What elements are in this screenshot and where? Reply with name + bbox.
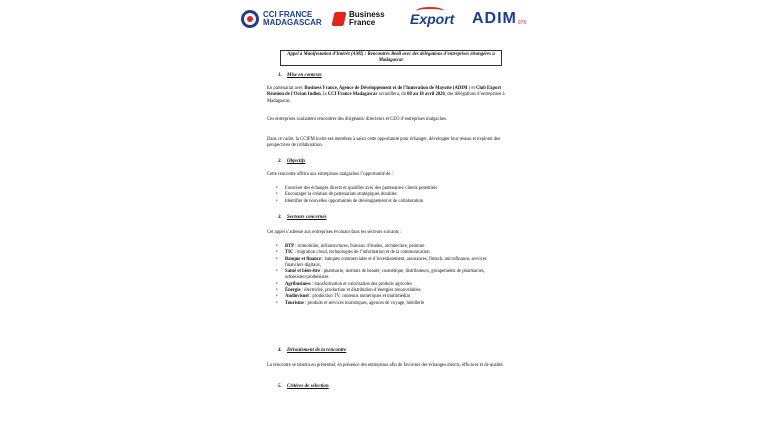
objectives-list [267,186,505,205]
list-item: • Favoriser des échanges directs et qualifiés avec des partenaires/ clients potentiels [267,186,505,192]
business-france-logo [333,6,385,32]
business-france-icon [332,12,347,26]
document-title: Appel à Manifestation d’Intérêt (AMI) : Rencontres BtoB avec des délégations d’entreprises étrangères à Madagascar [280,50,502,66]
list-item: • TIC : migration cloud, technologies de l’information et de la communication [267,250,505,256]
deroulement-paragraph: La rencontre se tiendra en présentiel, en présence des entreprises afin de favoriser des échanges directs, efficaces et de qualité. [267,363,504,368]
list-item: • Banque et finance : banques commerciales et d’investissement, assurances, fintech, microfinance, services financiers digitaux, [267,257,505,270]
section-heading-objectives: 2. Objectifs [278,159,306,164]
export-logo-text: Export [410,11,455,27]
context-paragraph-2: Ces entreprises souhaitent rencontrer des dirigeants/ directeurs et CEO d’entreprises malgaches. [267,117,448,122]
cci-logo-line2: MADAGASCAR [263,18,322,27]
section-heading-context: 1. Mise en contexte [278,73,322,78]
logo-bar [0,6,768,32]
list-item: • Audiovisuel : production TV, contenus numériques et multimédias [267,294,505,300]
context-paragraph-1: En partenariat avec Business France, Agence de Développement et de l’Innovation de Mayotte (ADIM ) et Club Export Réunion de l’Océan Indien, la CCI France Madagascar accueillera, du 08 au 18 avril 2026, des délégations d’entreprises à Madagascar. [267,86,505,104]
sectors-intro: Cet appel s’adresse aux entreprises évoluant dans les secteurs suivants : [267,230,402,235]
sectors-list [267,244,505,307]
section-heading-sectors: 3. Secteurs concernés [278,215,327,220]
section-heading-criteria: 5. Critères de sélection [278,384,329,389]
adim-logo [472,6,526,32]
bf-logo-line2: France [349,18,376,27]
list-item: • Tourisme : produits et services touristiques, agences de voyage, hôtellerie [267,301,505,307]
list-item: • Énergie : électricité, production et distribution d’énergies renouvelables [267,288,505,294]
list-item: • Identifier de nouvelles opportunités de développement et de collaboration [267,199,505,205]
objectives-intro: Cette rencontre offrira aux entreprises malgaches l’opportunité de : [267,172,393,177]
bf-logo-line1: Business [349,10,385,19]
context-paragraph-3: Dans ce cadre, la CCIFM invite ses membres à saisir cette opportunité pour échanger, développer leur réseau et explorer des perspectives de collaboration. [267,137,501,149]
list-item: • Santé et bien-être : pharmacie, instituts de beauté, cosmétique, distributeurs, groupements de pharmacies, orthèsistes-prothésistes [267,269,505,282]
cci-france-madagascar-logo [241,6,322,32]
adim-logo-sub: 976 [517,20,527,26]
section-heading-deroulement: 4. Déroulement de la rencontre [278,348,347,353]
adim-logo-text: ADIM [472,10,517,27]
list-item: • Agribusiness : transformation et valorisation des produits agricoles [267,282,505,288]
list-item: • BTP : immobilier, infrastructures, bureaux d’études, architecture, peinture [267,244,505,250]
cci-logo-line1: CCI FRANCE [263,10,313,19]
list-item: • Encourager la création de partenariats stratégiques durables [267,192,505,198]
club-export-logo [410,6,454,32]
cci-logo-icon [241,10,259,28]
